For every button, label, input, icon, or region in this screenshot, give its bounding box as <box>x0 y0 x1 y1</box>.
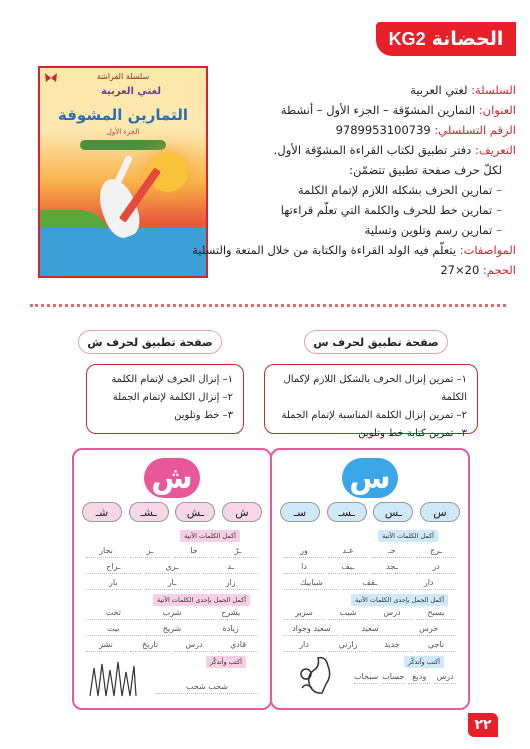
cover-band <box>80 140 166 150</box>
letter-form: شـ <box>82 502 122 522</box>
letter-form: ـشـ <box>129 502 169 522</box>
grass-drawing <box>88 648 138 698</box>
word-row: ـرج حـ عـد ور <box>282 546 458 558</box>
word-row: زيادة شريح بيت <box>84 624 260 636</box>
list-item: ٣– خط وتلوين <box>174 410 233 421</box>
word-row: درس وديع جساب سبحاب <box>352 672 458 684</box>
task-label: أكتب وأتذكّر <box>404 656 444 668</box>
worksheet-sheen <box>72 448 272 710</box>
butterfly-icon <box>44 72 58 84</box>
list-item: ٣– تمرين كتابة خط وتلوين <box>358 428 467 439</box>
task-label: أكمل الجمل بإحدى الكلمات الآتية <box>351 594 448 606</box>
info-series: السلسلة: لغتي العربية <box>410 83 516 97</box>
cover-subtitle: الجزء الأول <box>106 128 140 136</box>
info-item: –تمارين رسم وتلوين وتسلية <box>364 223 502 237</box>
list-item: ٢– إنزال الكلمة لإتمام الجملة <box>112 392 233 403</box>
letter-seen: س <box>342 458 398 498</box>
letter-form: سـ <box>280 502 320 522</box>
letter-forms <box>82 502 262 526</box>
squirrel-illustration <box>292 648 342 698</box>
info-item: –تمارين خط للحرف والكلمة التي تعلّم قراءتها <box>280 203 502 217</box>
section-title-seen: صفحة تطبيق لحرف س <box>304 330 448 354</box>
info-definition: التعريف: دفتر تطبيق لكتاب القراءة المشوّقة الأول. <box>273 143 516 157</box>
task-label: أكمل الكلمات الآتية <box>378 530 438 542</box>
letter-form: ـس <box>373 502 413 522</box>
seen-exercise-list <box>264 364 478 439</box>
book-cover <box>38 66 208 278</box>
word-row: ـرّ جا ـر بجار <box>84 546 260 558</box>
page-number: ٢٢ <box>468 713 498 737</box>
info-intro: لكلّ حرف صفحة تطبيق تتضمّن: <box>349 163 502 177</box>
info-title: العنوان: التمارين المشوّقة – الجزء الأول – أنشطة <box>280 103 516 117</box>
letter-sheen: ش <box>144 458 200 498</box>
section-title-sheen: صفحة تطبيق لحرف ش <box>78 330 222 354</box>
word-row: ـد ـري ـراح <box>84 562 260 574</box>
info-specs: المواصفات: يتعلّم فيه الولد القراءة والكتابة من خلال المتعة والتسلية <box>192 243 516 257</box>
grade-label: KG2 <box>388 28 426 49</box>
list-item: ١– إنزال الحرف لإتمام الكلمة <box>111 374 233 385</box>
list-item: ١– تمرين إنزال الحرف بالشكل اللازم لإكمال الكلمة <box>283 374 467 403</box>
sheen-exercise-list <box>86 364 244 434</box>
info-isbn: الرقم التسلسلي: 9789953100739 <box>335 123 516 137</box>
letter-form: ش <box>222 502 262 522</box>
book-info <box>192 80 516 280</box>
letter-form: ـسـ <box>327 502 367 522</box>
cover-series-name: لغتي العربية <box>100 86 162 97</box>
task-label: أكتب وأتذكّر <box>206 656 246 668</box>
dotted-divider <box>30 304 506 307</box>
word-row: زار ـار بار <box>84 578 260 590</box>
cover-title: التمارين المشوقة <box>58 106 188 124</box>
cover-series-line: سلسلة الفراشة <box>96 72 150 81</box>
word-row: شحب شحب <box>154 682 260 694</box>
info-size: الحجم: 20×27 <box>440 263 516 277</box>
info-item: –تمارين الحرف بشكله اللازم لإتمام الكلمة <box>298 183 502 197</box>
worksheet-seen <box>270 448 470 710</box>
letter-form: س <box>420 502 460 522</box>
header-title: الحضانة <box>431 28 504 50</box>
word-row: خرس سعيد سعيد وجواد <box>282 624 458 636</box>
header-badge <box>376 22 516 56</box>
word-row: قادي درس تاريخ نشر <box>84 640 260 652</box>
word-row: يسبح درس شيب سرير <box>282 608 458 620</box>
letter-form: ـش <box>175 502 215 522</box>
word-row: يشرح شرب تخت <box>84 608 260 620</box>
task-label: أكمل الجمل بإحدى الكلمات الآتية <box>153 594 250 606</box>
word-row: در ـجد ـيف دا <box>282 562 458 574</box>
word-row: ناجي جديد زارني دار <box>282 640 458 652</box>
task-label: أكمل الكلمات الآتية <box>180 530 240 542</box>
list-item: ٢– تمرين إنزال الكلمة المناسبة لإتمام الجملة <box>281 410 467 421</box>
letter-forms <box>280 502 460 526</box>
word-row: دار ـقف شبابيك <box>282 578 458 590</box>
